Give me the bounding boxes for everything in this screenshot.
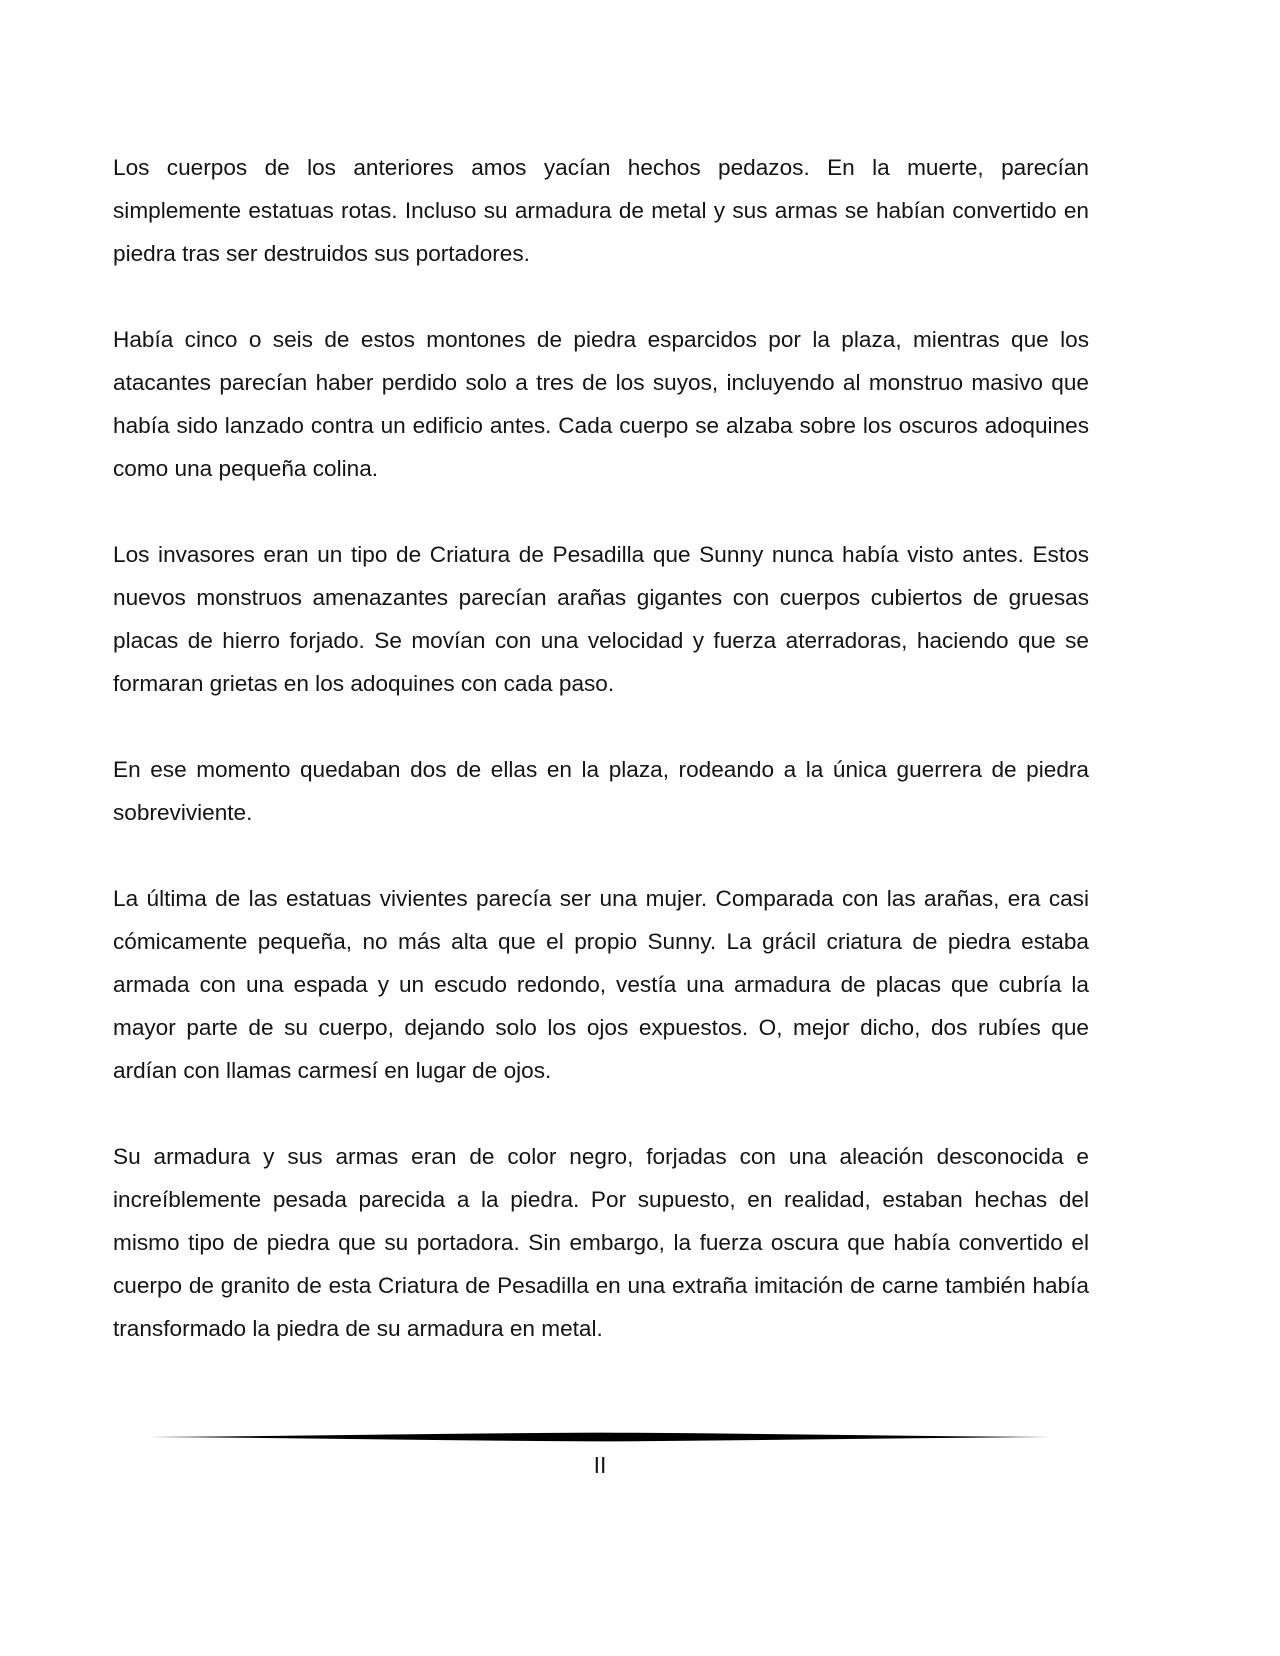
page-number: II: [593, 1452, 607, 1478]
paragraph-2: Había cinco o seis de estos montones de piedra esparcidos por la plaza, mientras que los atacantes parecían haber perdido solo a tres de los suyos, incluyendo al monstruo masivo que había sido lanzado contra un edificio antes. Cada cuerpo se alzaba sobre los oscuros adoquines como una pequeña colina.: [113, 327, 1089, 481]
paragraph-4: En ese momento quedaban dos de ellas en la plaza, rodeando a la única guerrera de piedra sobreviviente.: [113, 757, 1089, 825]
paragraph-5: La última de las estatuas vivientes parecía ser una mujer. Comparada con las arañas, era casi cómicamente pequeña, no más alta que el propio Sunny. La grácil criatura de piedra estaba armada con una espada y un escudo redondo, vestía una armadura de placas que cubría la mayor parte de su cuerpo, dejando solo los ojos expuestos. O, mejor dicho, dos rubíes que ardían con llamas carmesí en lugar de ojos.: [113, 886, 1089, 1083]
footer-divider: [150, 1431, 1050, 1443]
footer-divider-swash: [150, 1433, 1050, 1442]
paragraph-3: Los invasores eran un tipo de Criatura de Pesadilla que Sunny nunca había visto antes. Estos nuevos monstruos amenazantes parecían arañas gigantes con cuerpos cubiertos de gruesas placas de hierro forjado. Se movían con una velocidad y fuerza aterradoras, haciendo que se formaran grietas en los adoquines con cada paso.: [113, 542, 1089, 696]
page-body: [113, 146, 1089, 1393]
paragraph-6: Su armadura y sus armas eran de color negro, forjadas con una aleación desconocida e increíblemente pesada parecida a la piedra. Por supuesto, en realidad, estaban hechas del mismo tipo de piedra que su portadora. Sin embargo, la fuerza oscura que había convertido el cuerpo de granito de esta Criatura de Pesadilla en una extraña imitación de carne también había transformado la piedra de su armadura en metal.: [113, 1144, 1089, 1341]
paragraph-1: Los cuerpos de los anteriores amos yacían hechos pedazos. En la muerte, parecían simplemente estatuas rotas. Incluso su armadura de metal y sus armas se habían convertido en piedra tras ser destruidos sus portadores.: [113, 155, 1089, 266]
